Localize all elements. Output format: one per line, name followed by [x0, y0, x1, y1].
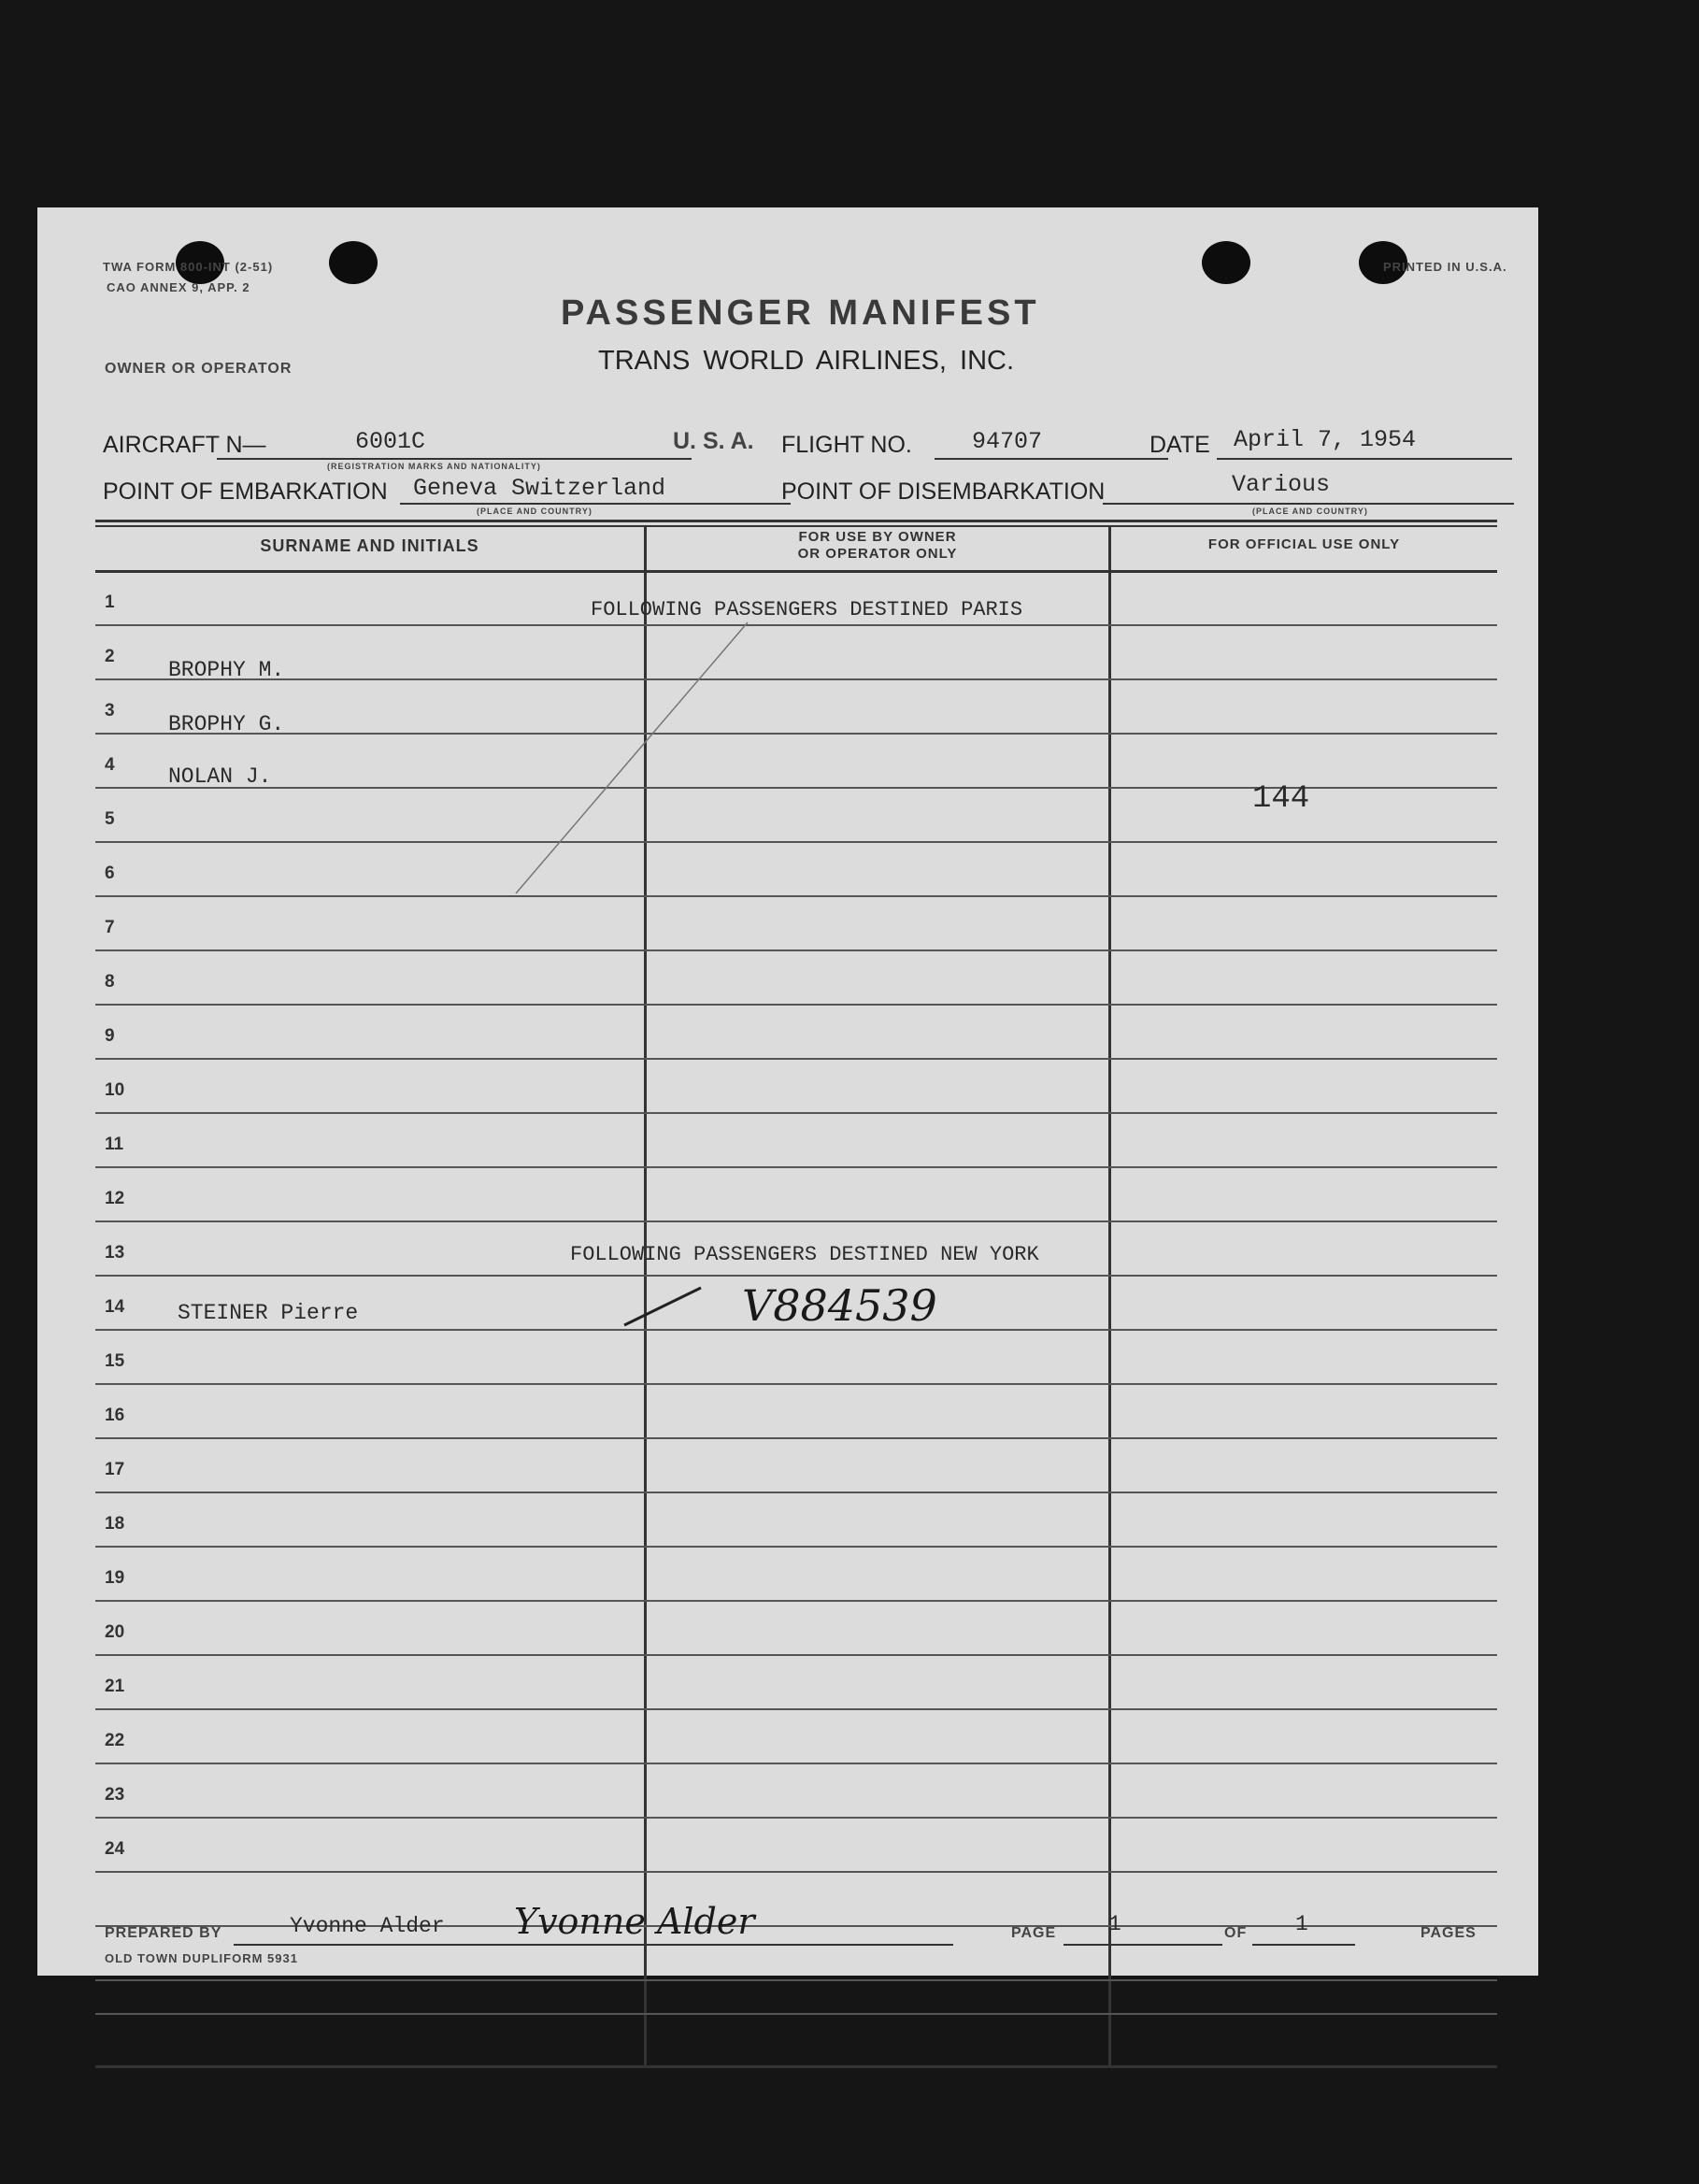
date-value: April 7, 1954: [1234, 426, 1417, 453]
punch-hole: [329, 241, 378, 284]
row-rule: [95, 1275, 1497, 1277]
row-number: 20: [105, 1622, 125, 1642]
row-number: 19: [105, 1568, 125, 1588]
passenger-name: STEINER Pierre: [178, 1301, 359, 1325]
flight-value: 94707: [972, 428, 1043, 455]
row-number: 9: [105, 1026, 115, 1046]
row-number: 5: [105, 809, 115, 829]
row-number: 18: [105, 1514, 125, 1534]
row-number: 16: [105, 1406, 125, 1425]
row-rule: [95, 1979, 1497, 1981]
row-rule: [95, 1220, 1497, 1222]
row-number: 14: [105, 1297, 125, 1317]
row-number: 21: [105, 1677, 125, 1696]
row-rule: [95, 1383, 1497, 1385]
passenger-name: BROPHY G.: [168, 712, 285, 736]
of-underline: [1252, 1944, 1355, 1946]
row-rule: [95, 949, 1497, 951]
row-number: 15: [105, 1351, 125, 1371]
row-rule: [95, 624, 1497, 626]
row-number: 11: [105, 1135, 124, 1154]
row-rule: [95, 1763, 1497, 1764]
row-rule: [95, 1546, 1497, 1548]
disembarkation-note: (PLACE AND COUNTRY): [1252, 507, 1368, 516]
form-annex: CAO ANNEX 9, APP. 2: [107, 280, 250, 294]
prepared-signature: Yvonne Alder: [514, 1901, 755, 1942]
aircraft-underline: [217, 458, 692, 460]
row-rule: [95, 1492, 1497, 1493]
row-rule: [95, 678, 1497, 680]
row-number: 7: [105, 918, 115, 937]
row-number: 2: [105, 647, 115, 666]
form-number: TWA FORM 800-INT (2-51): [103, 260, 274, 274]
disembarkation-value: Various: [1232, 471, 1331, 498]
disembarkation-label: POINT OF DISEMBARKATION: [781, 478, 1106, 505]
column-header-rule: [95, 570, 1497, 573]
of-value: 1: [1295, 1912, 1308, 1936]
passenger-name: BROPHY M.: [168, 658, 285, 682]
registration-note: (REGISTRATION MARKS AND NATIONALITY): [327, 462, 541, 471]
row-number: 17: [105, 1460, 125, 1479]
passport-number: V884539: [742, 1280, 937, 1331]
col-owner-use-2: OR OPERATOR ONLY: [797, 546, 958, 562]
airline-name: TRANS WORLD AIRLINES, INC.: [598, 346, 1015, 376]
aircraft-value: 6001C: [355, 428, 426, 455]
table-top-rule-2: [95, 525, 1497, 527]
row-rule: [95, 2013, 1497, 2015]
row-rule: [95, 1004, 1497, 1006]
row-rule: [95, 1600, 1497, 1602]
row-number: 3: [105, 701, 115, 721]
form-footer: OLD TOWN DUPLIFORM 5931: [105, 1951, 298, 1965]
row-number: 1: [105, 592, 115, 612]
col-official: FOR OFFICIAL USE ONLY: [1207, 536, 1401, 552]
table-bottom-rule: [95, 2065, 1497, 2068]
prepared-underline: [234, 1944, 953, 1946]
punch-hole: [1202, 241, 1250, 284]
row-rule: [95, 1708, 1497, 1710]
passenger-name: NOLAN J.: [168, 764, 272, 789]
row-number: 10: [105, 1080, 125, 1100]
row-rule: [95, 1871, 1497, 1873]
page-label: PAGE: [1011, 1925, 1057, 1941]
manifest-form: [37, 207, 1538, 1976]
row-rule: [95, 1654, 1497, 1656]
row-number: 23: [105, 1785, 125, 1805]
destination-heading-paris: FOLLOWING PASSENGERS DESTINED PARIS: [591, 598, 1023, 621]
date-underline: [1217, 458, 1512, 460]
embarkation-label: POINT OF EMBARKATION: [103, 478, 388, 505]
embarkation-underline: [400, 503, 791, 505]
form-title: PASSENGER MANIFEST: [561, 293, 1040, 333]
page-value: 1: [1108, 1912, 1121, 1936]
row-rule: [95, 1817, 1497, 1819]
row-rule: [95, 895, 1497, 897]
pages-label: PAGES: [1421, 1925, 1477, 1941]
prepared-typed: Yvonne Alder: [290, 1914, 445, 1938]
official-entry: 144: [1252, 781, 1310, 817]
table-top-rule: [95, 520, 1497, 522]
owner-label: OWNER OR OPERATOR: [105, 361, 293, 377]
printed-note: PRINTED IN U.S.A.: [1383, 260, 1507, 274]
column-divider-1: [644, 525, 647, 2067]
page-underline: [1064, 1944, 1222, 1946]
row-number: 22: [105, 1731, 125, 1750]
row-number: 4: [105, 755, 115, 775]
row-number: 24: [105, 1839, 125, 1859]
row-number: 13: [105, 1243, 125, 1263]
of-label: OF: [1224, 1925, 1248, 1941]
aircraft-label: AIRCRAFT N—: [103, 432, 266, 458]
col-surname: SURNAME AND INITIALS: [260, 536, 479, 555]
destination-heading-newyork: FOLLOWING PASSENGERS DESTINED NEW YORK: [570, 1243, 1039, 1266]
row-number: 6: [105, 864, 115, 883]
row-rule: [95, 1437, 1497, 1439]
disembarkation-underline: [1103, 503, 1514, 505]
row-rule: [95, 1166, 1497, 1168]
row-rule: [95, 733, 1497, 735]
prepared-label: PREPARED BY: [105, 1925, 222, 1941]
row-number: 8: [105, 972, 115, 992]
embarkation-value: Geneva Switzerland: [413, 475, 666, 502]
embarkation-note: (PLACE AND COUNTRY): [477, 507, 593, 516]
flight-label: FLIGHT NO.: [781, 432, 912, 458]
date-label: DATE: [1149, 432, 1210, 458]
row-rule: [95, 1112, 1497, 1114]
row-rule: [95, 1058, 1497, 1060]
nationality: U. S. A.: [673, 428, 754, 454]
row-rule: [95, 841, 1497, 843]
row-number: 12: [105, 1189, 125, 1208]
flight-underline: [935, 458, 1168, 460]
column-divider-2: [1108, 525, 1111, 2067]
col-owner-use-1: FOR USE BY OWNER: [798, 529, 957, 545]
